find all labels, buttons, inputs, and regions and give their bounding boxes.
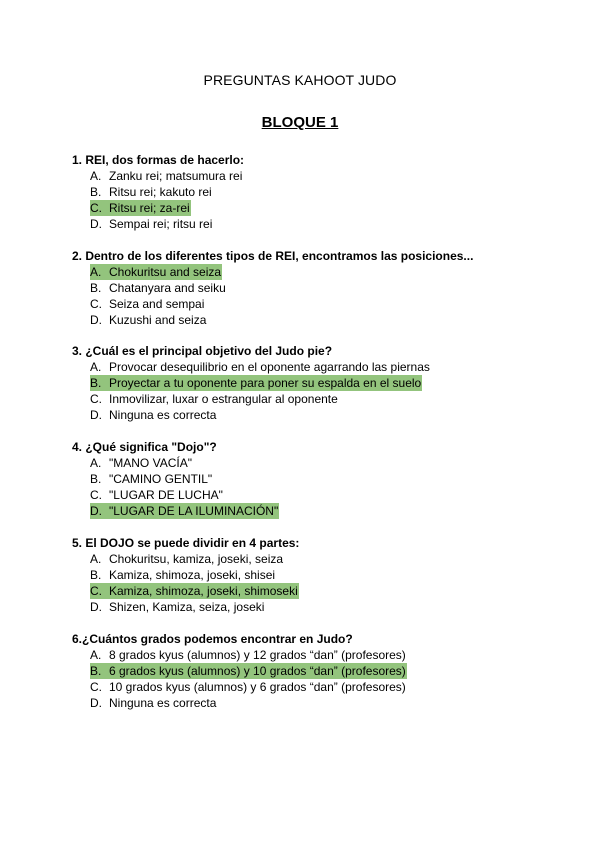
option-letter: C.: [90, 200, 110, 216]
option-text: 10 grados kyus (alumnos) y 6 grados “dan” (profesores): [109, 680, 406, 694]
option-a: [72, 359, 552, 375]
option-text: "LUGAR DE LA ILUMINACIÓN": [109, 504, 279, 518]
question-text: 3. ¿Cuál es el principal objetivo del Judo pie?: [72, 344, 333, 358]
option-text: Proyectar a tu oponente para poner su espalda en el suelo: [109, 376, 422, 390]
option-letter: C.: [90, 392, 102, 406]
option-letter: D.: [90, 696, 102, 710]
question-text: 6.¿Cuántos grados podemos encontrar en Judo?: [72, 632, 353, 646]
option-d: [72, 216, 552, 232]
option-d: [72, 312, 552, 328]
option-text: 6 grados kyus (alumnos) y 10 grados “dan” (profesores): [109, 664, 406, 678]
option-letter: A.: [90, 552, 102, 566]
option-text: "CAMINO GENTIL": [109, 472, 213, 486]
option-c: [72, 487, 552, 503]
option-letter: D.: [90, 217, 102, 231]
option-letter: A.: [90, 456, 102, 470]
option-letter: A.: [90, 264, 109, 280]
option-text: Seiza and sempai: [109, 297, 205, 311]
option-text: Kuzushi and seiza: [109, 313, 207, 327]
option-c: [72, 391, 552, 407]
option-d: [72, 503, 552, 519]
option-text: Zanku rei; matsumura rei: [109, 169, 243, 183]
option-text: Kamiza, shimoza, joseki, shimoseki: [109, 584, 298, 598]
option-text: Chokuritsu, kamiza, joseki, seiza: [109, 552, 284, 566]
option-b: [72, 375, 552, 391]
option-c: [72, 583, 552, 599]
question-text: 5. El DOJO se puede dividir en 4 partes:: [72, 536, 300, 550]
option-text: "LUGAR DE LUCHA": [109, 488, 223, 502]
option-c: [72, 200, 552, 216]
option-letter: C.: [90, 488, 102, 502]
question-5: [72, 535, 552, 615]
option-text: 8 grados kyus (alumnos) y 12 grados “dan” (profesores): [109, 648, 406, 662]
option-letter: B.: [90, 281, 102, 295]
option-text: Ninguna es correcta: [109, 408, 217, 422]
option-a: [72, 647, 552, 663]
option-text: Ninguna es correcta: [109, 696, 217, 710]
option-d: [72, 407, 552, 423]
document-title: PREGUNTAS KAHOOT JUDO: [203, 72, 397, 88]
option-b: [72, 184, 552, 200]
options-list: [72, 455, 552, 519]
question-text: 2. Dentro de los diferentes tipos de REI, encontramos las posiciones...: [72, 249, 474, 263]
option-a: [72, 551, 552, 567]
option-letter: C.: [90, 680, 102, 694]
option-letter: B.: [90, 472, 102, 486]
option-a: [72, 168, 552, 184]
option-letter: A.: [90, 169, 102, 183]
option-b: [72, 280, 552, 296]
option-letter: D.: [90, 503, 110, 519]
question-6: [72, 631, 552, 711]
options-list: [72, 168, 552, 232]
option-letter: B.: [90, 663, 109, 679]
question-text: 4. ¿Qué significa "Dojo"?: [72, 440, 217, 454]
option-text: Provocar desequilibrio en el oponente agarrando las piernas: [109, 360, 430, 374]
option-text: Sempai rei; ritsu rei: [109, 217, 213, 231]
option-letter: A.: [90, 360, 102, 374]
option-letter: B.: [90, 185, 102, 199]
option-text: Ritsu rei; kakuto rei: [109, 185, 212, 199]
option-d: [72, 599, 552, 615]
option-letter: B.: [90, 375, 109, 391]
option-text: Chatanyara and seiku: [109, 281, 226, 295]
options-list: [72, 647, 552, 711]
option-b: [72, 567, 552, 583]
option-text: Ritsu rei; za-rei: [109, 201, 190, 215]
option-text: Inmovilizar, luxar o estrangular al oponente: [109, 392, 338, 406]
options-list: [72, 359, 552, 423]
option-b: [72, 663, 552, 679]
option-c: [72, 296, 552, 312]
options-list: [72, 551, 552, 615]
question-text: 1. REI, dos formas de hacerlo:: [72, 153, 245, 167]
option-d: [72, 695, 552, 711]
option-a: [72, 264, 552, 280]
question-2: [72, 248, 552, 328]
option-letter: D.: [90, 600, 102, 614]
option-b: [72, 471, 552, 487]
option-letter: D.: [90, 313, 102, 327]
option-c: [72, 679, 552, 695]
option-a: [72, 455, 552, 471]
options-list: [72, 264, 552, 328]
block-title: BLOQUE 1: [261, 114, 339, 131]
question-1: [72, 152, 552, 232]
option-letter: C.: [90, 297, 102, 311]
option-letter: B.: [90, 568, 102, 582]
option-letter: A.: [90, 648, 102, 662]
question-3: [72, 343, 552, 423]
option-text: Kamiza, shimoza, joseki, shisei: [109, 568, 276, 582]
option-letter: D.: [90, 408, 102, 422]
option-text: Shizen, Kamiza, seiza, joseki: [109, 600, 265, 614]
question-4: [72, 439, 552, 519]
option-text: Chokuritsu and seiza: [109, 265, 222, 279]
option-text: "MANO VACÍA": [109, 456, 192, 470]
option-letter: C.: [90, 583, 110, 599]
